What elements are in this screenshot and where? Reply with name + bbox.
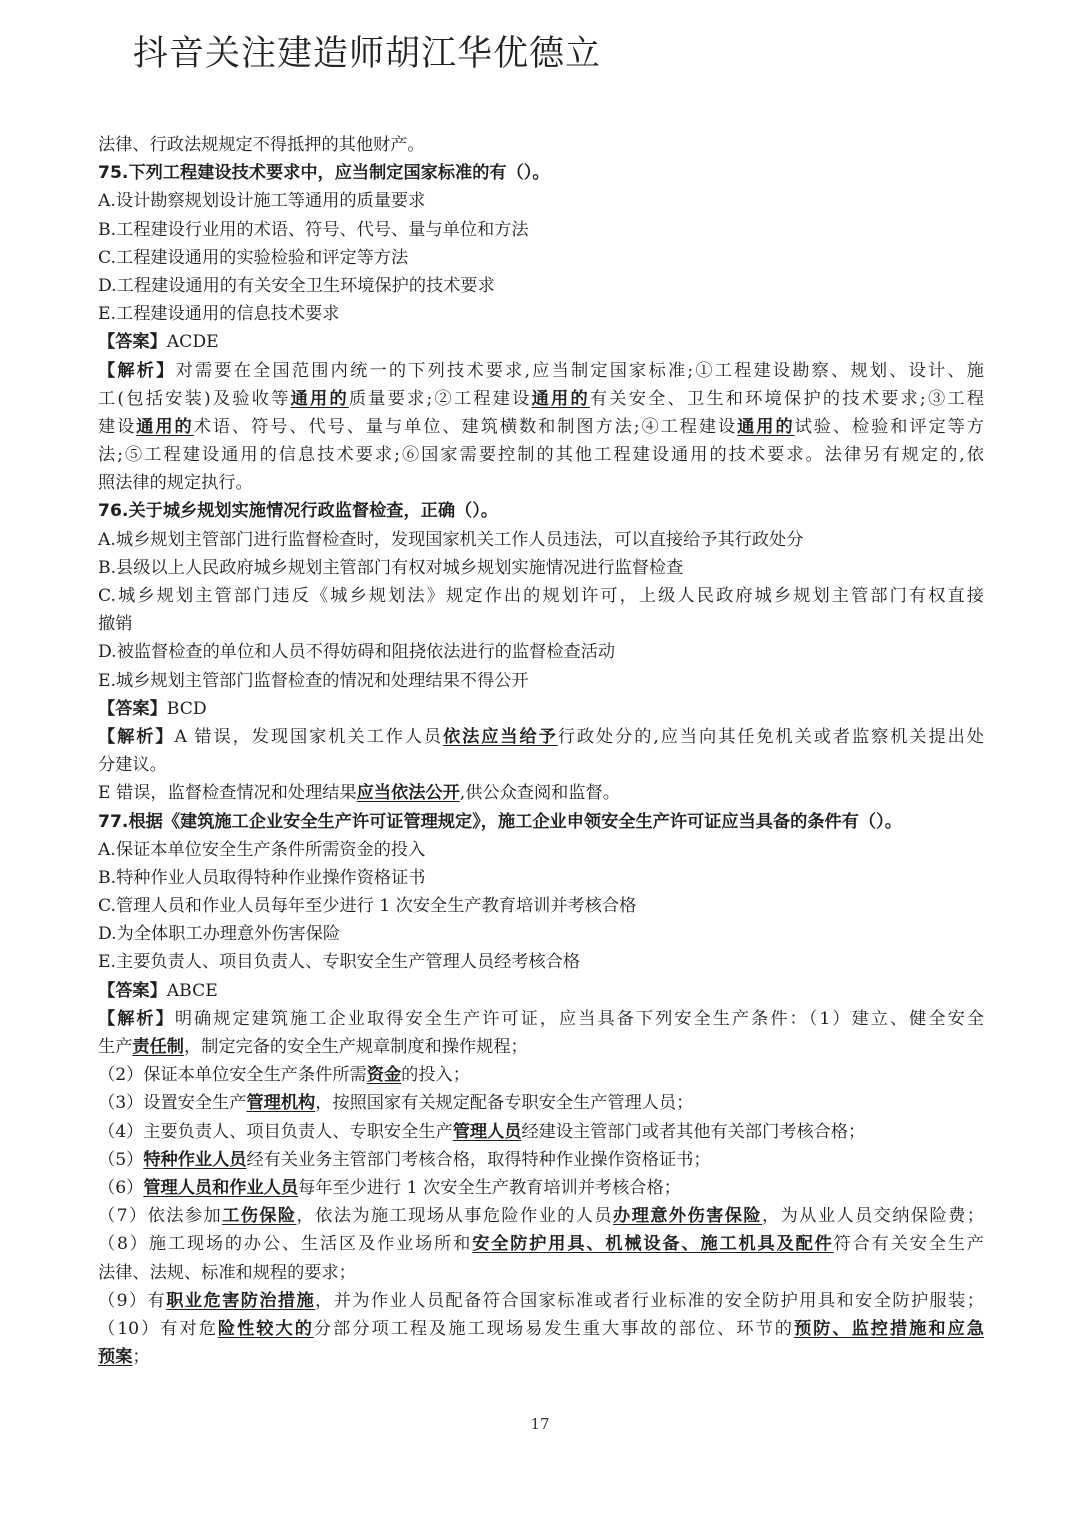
text-line (98, 300, 984, 328)
text-segment: B.县级以上人民政府城乡规划主管部门有权对城乡规划实施情况进行监督检查 (98, 557, 684, 578)
text-line (98, 1061, 984, 1089)
text-line (98, 244, 984, 272)
text-segment: 有关安全、卫生和环境保护的技术要求;③工程 (589, 388, 984, 409)
text-line (98, 723, 984, 751)
text-line (98, 1287, 984, 1315)
text-line (98, 441, 984, 469)
text-segment: 每年至少进行 1 次安全生产教育培训并考核合格； (298, 1177, 681, 1198)
text-segment: 法;⑤工程建设通用的信息技术要求;⑥国家需要控制的其他工程建设通用的技术要求。法律另有规定的,依 (98, 445, 984, 466)
text-line (98, 695, 984, 723)
text-line (98, 1118, 984, 1146)
text-line (98, 977, 984, 1005)
text-line (98, 582, 984, 610)
text-segment: ，按照国家有关规定配备专职安全生产管理人员； (315, 1093, 694, 1114)
section-label: 【答案】 (98, 980, 167, 1001)
text-segment: （10）有对危 (98, 1318, 218, 1339)
text-segment: 经有关业务主管部门考核合格，取得特种作业操作资格证书； (246, 1149, 711, 1170)
text-segment: （9）有 (98, 1290, 167, 1311)
section-label: 【答案】 (98, 698, 167, 719)
underlined-keyword: 责任制 (132, 1037, 184, 1057)
text-segment: 77.根据《建筑施工企业安全生产许可证管理规定》，施工企业申领安全生产许可证应当具备的条件有（）。 (98, 811, 902, 832)
page-header-title: 抖音关注建造师胡江华优德立 (133, 34, 602, 74)
text-segment: B.工程建设行业用的术语、符号、代号、量与单位和方法 (98, 219, 529, 240)
question-line (98, 497, 984, 525)
underlined-keyword: 特种作业人员 (143, 1149, 247, 1170)
text-segment: ，为从业人员交纳保险费； (761, 1206, 984, 1227)
text-segment: ACDE (166, 332, 219, 353)
text-line (98, 779, 984, 807)
text-segment: 术语、符号、代号、量与单位、建筑横数和制图方法;④工程建设 (193, 416, 738, 437)
text-line (98, 751, 984, 779)
text-segment: 76.关于城乡规划实施情况行政监督检查，正确（）。 (98, 501, 498, 522)
text-segment: ABCE (166, 980, 218, 1001)
text-line (98, 385, 984, 413)
text-segment: A.保证本单位安全生产条件所需资金的投入 (98, 839, 426, 860)
text-segment: D.为全体职工办理意外伤害保险 (98, 924, 341, 945)
text-line (98, 864, 984, 892)
text-line (98, 920, 984, 948)
section-label: 【答案】 (98, 332, 167, 353)
text-segment: 照法律的规定执行。 (98, 473, 253, 494)
text-segment: 撤销 (98, 614, 133, 635)
text-segment: C.城乡规划主管部门违反《城乡规划法》规定作出的规划许可，上级人民政府城乡规划主管部门有权直接 (98, 586, 984, 606)
text-line (98, 1259, 984, 1287)
underlined-keyword: 通用的 (290, 388, 349, 409)
text-segment: D.被监督检查的单位和人员不得妨碍和阻挠依法进行的监督检查活动 (98, 642, 616, 663)
text-segment: A 错误，发现国家机关工作人员 (174, 726, 443, 747)
text-segment: 的投入； (401, 1065, 470, 1086)
text-line (98, 357, 984, 385)
underlined-keyword: 资金 (366, 1065, 402, 1086)
question-line (98, 808, 984, 836)
text-segment: E.主要负责人、项目负责人、专职安全生产管理人员经考核合格 (98, 952, 581, 973)
text-line (98, 1315, 984, 1343)
text-segment: C.工程建设通用的实验检验和评定等方法 (98, 247, 409, 268)
text-segment: ，制定完备的安全生产规章制度和操作规程； (183, 1037, 528, 1057)
underlined-keyword: 管理人员和作业人员 (143, 1177, 299, 1198)
text-line (98, 1089, 984, 1117)
text-segment: 分部分项工程及施工现场易发生重大事故的部位、环节的 (313, 1318, 794, 1339)
text-segment: 建设 (98, 416, 137, 437)
text-line (98, 610, 984, 638)
text-line (98, 892, 984, 920)
text-segment: 生产 (98, 1037, 133, 1057)
text-segment: E.工程建设通用的信息技术要求 (98, 304, 340, 325)
underlined-keyword: 预防、监控措施和应急 (793, 1318, 984, 1339)
underlined-keyword: 管理人员 (452, 1121, 522, 1142)
text-segment: （4）主要负责人、项目负责人、专职安全生产 (98, 1121, 453, 1142)
text-line (98, 131, 984, 159)
section-label: 【解析】 (98, 360, 176, 381)
text-segment: （7）依法参加 (98, 1206, 223, 1227)
text-segment: 对需要在全国范围内统一的下列技术要求,应当制定国家标准;①工程建设勘察、规划、设计、施 (175, 360, 984, 381)
text-line (98, 836, 984, 864)
text-segment: ； (132, 1347, 150, 1368)
text-segment: D.工程建设通用的有关安全卫生环境保护的技术要求 (98, 275, 495, 296)
page-number: 17 (530, 1415, 550, 1433)
text-segment: ，依法为施工现场从事危险作业的人员 (296, 1206, 614, 1227)
underlined-keyword: 通用的 (136, 416, 194, 437)
section-label: 【解析】 (98, 1008, 175, 1029)
text-line (98, 469, 984, 497)
underlined-keyword: 险性较大的 (217, 1318, 314, 1339)
text-segment: C.管理人员和作业人员每年至少进行 1 次安全生产教育培训并考核合格 (98, 896, 637, 917)
text-segment: 法律、法规、标准和规程的要求； (98, 1262, 356, 1283)
text-line (98, 667, 984, 695)
underlined-keyword: 通用的 (737, 416, 795, 437)
text-segment: A.城乡规划主管部门进行监督检查时，发现国家机关工作人员违法，可以直接给予其行政处分 (98, 529, 804, 550)
section-label: 【解析】 (98, 726, 175, 747)
text-segment: （5） (98, 1149, 144, 1170)
text-segment: 明确规定建筑施工企业取得安全生产许可证，应当具备下列安全生产条件：（1）建立、健全安全 (174, 1008, 984, 1029)
text-line (98, 328, 984, 356)
underlined-keyword: 办理意外伤害保险 (613, 1206, 762, 1227)
document-body (98, 131, 984, 1371)
text-segment: A.设计勘察规划设计施工等通用的质量要求 (98, 191, 426, 212)
text-line (98, 526, 984, 554)
text-segment: （8）施工现场的办公、生活区及作业场所和 (98, 1234, 473, 1255)
text-segment: ,供公众查阅和监督。 (459, 783, 620, 804)
underlined-keyword: 管理机构 (246, 1093, 316, 1114)
text-line (98, 638, 984, 666)
underlined-keyword: 通用的 (531, 388, 590, 409)
text-line (98, 1230, 984, 1258)
text-segment: （3）设置安全生产 (98, 1093, 247, 1114)
underlined-keyword: 依法应当给予 (442, 726, 558, 747)
text-line (98, 272, 984, 300)
underlined-keyword: 职业危害防治措施 (166, 1290, 316, 1311)
text-line (98, 1033, 984, 1061)
text-segment: 符合有关安全生产 (833, 1234, 984, 1255)
text-segment: 分建议。 (98, 755, 167, 776)
text-line (98, 1005, 984, 1033)
text-line (98, 554, 984, 582)
underlined-keyword: 工伤保险 (222, 1206, 297, 1227)
text-line (98, 216, 984, 244)
text-segment: （6） (98, 1177, 144, 1198)
text-line (98, 948, 984, 976)
text-segment: 试验、检验和评定等方 (794, 416, 984, 437)
text-line (98, 413, 984, 441)
text-line (98, 1343, 984, 1371)
text-segment: 经建设主管部门或者其他有关部门考核合格； (521, 1121, 866, 1142)
underlined-keyword: 应当依法公开 (356, 783, 460, 804)
question-line (98, 159, 984, 187)
text-line (98, 187, 984, 215)
text-segment: E.城乡规划主管部门监督检查的情况和处理结果不得公开 (98, 670, 529, 691)
text-segment: E 错误，监督检查情况和处理结果 (98, 783, 357, 804)
text-segment: 工(包括安装)及验收等 (98, 388, 291, 409)
text-segment: B.特种作业人员取得特种作业操作资格证书 (98, 867, 426, 888)
text-segment: （2）保证本单位安全生产条件所需 (98, 1065, 367, 1086)
text-segment: 法律、行政法规规定不得抵押的其他财产。 (98, 135, 425, 155)
text-line (98, 1146, 984, 1174)
text-line (98, 1202, 984, 1230)
text-segment: ，并为作业人员配备符合国家标准或者行业标准的安全防护用具和安全防护服装； (315, 1290, 984, 1311)
text-line (98, 1174, 984, 1202)
underlined-keyword: 预案 (98, 1347, 133, 1368)
text-segment: BCD (166, 698, 207, 719)
text-segment: 行政处分的,应当向其任免机关或者监察机关提出处 (557, 726, 984, 747)
text-segment: 75.下列工程建设技术要求中，应当制定国家标准的有（）。 (98, 163, 550, 184)
text-segment: 质量要求;②工程建设 (348, 388, 532, 409)
underlined-keyword: 安全防护用具、机械设备、施工机具及配件 (472, 1234, 834, 1255)
